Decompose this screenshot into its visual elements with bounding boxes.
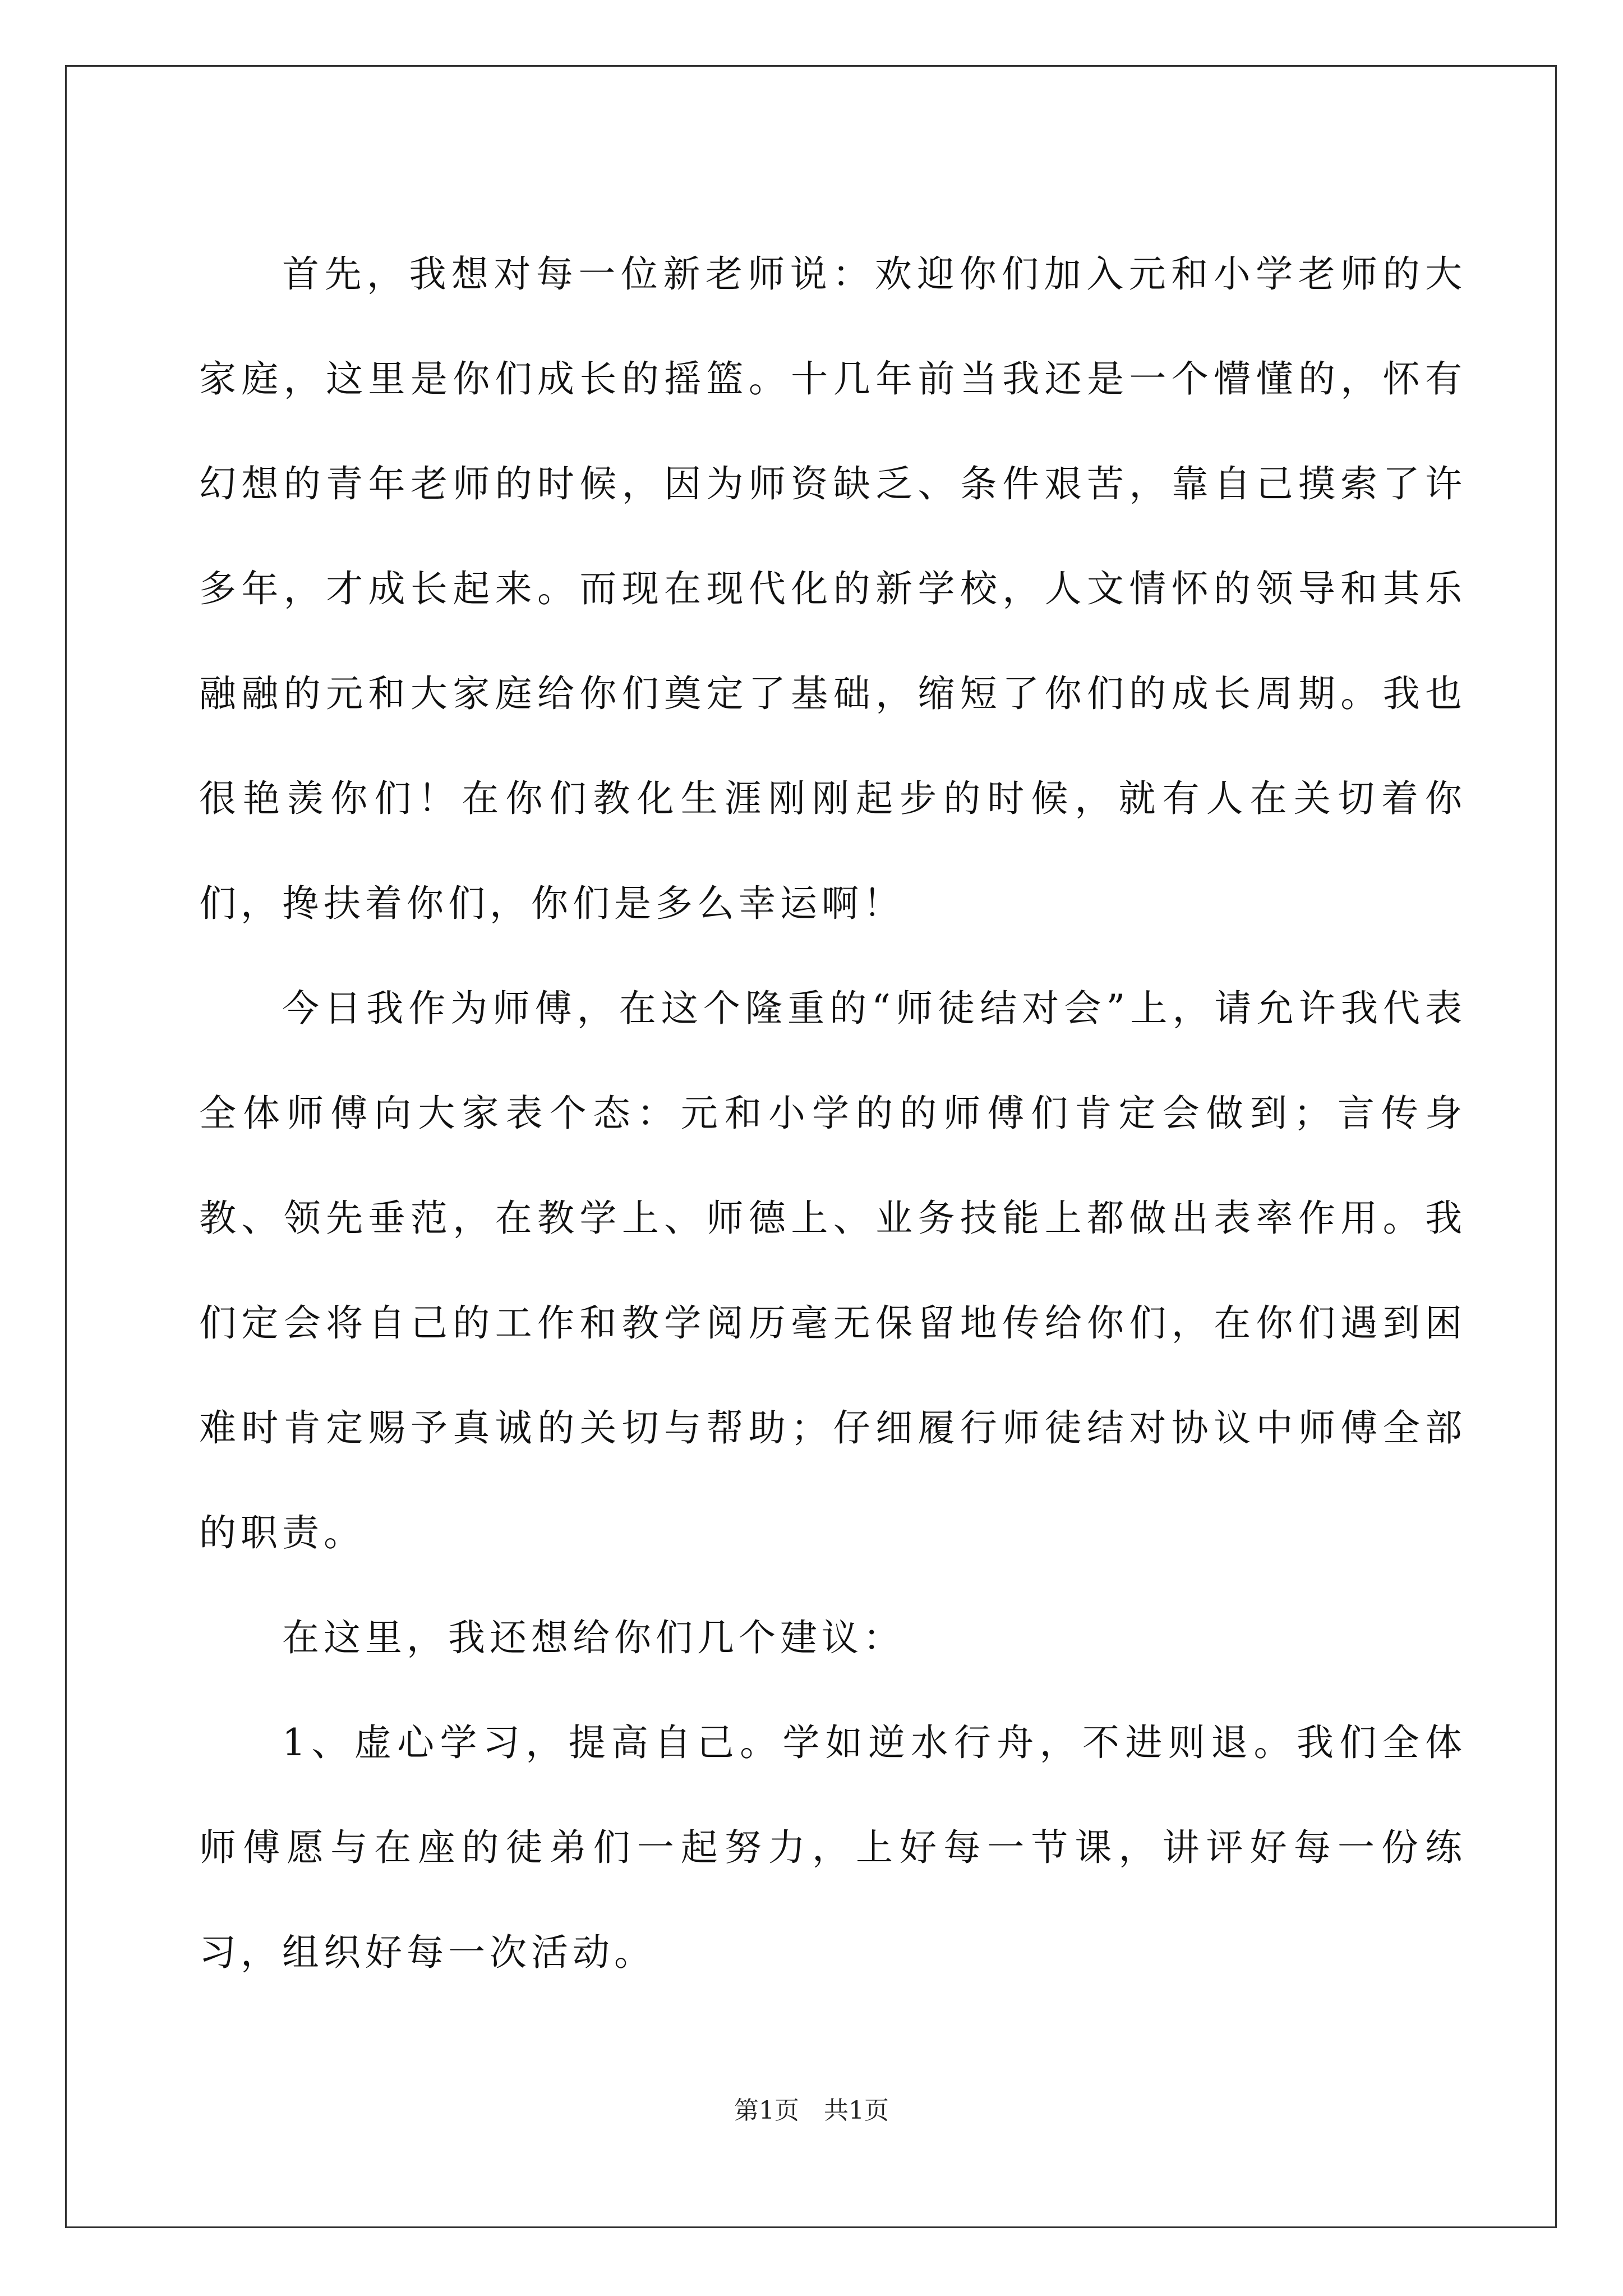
paragraph-mentor-pledge: 今日我作为师傅，在这个隆重的“师徒结对会”上，请允许我代表全体师傅向大家表个态：元和小学的的师傅们肯定会做到；言传身教、领先垂范，在教学上、师德上、业务技能上都做出表率作用。我们定会将自己的工作和教学阅历毫无保留地传给你们，在你们遇到困难时肯定赐予真诚的关切与帮助；仔细履行师徒结对协议中师傅全部的职责。 <box>199 987 1467 1554</box>
document-body <box>199 222 1467 2005</box>
page-footer: 第1页 共1页 <box>734 2096 889 2125</box>
paragraph-suggestions-intro: 在这里，我还想给你们几个建议： <box>282 1616 905 1659</box>
paragraph-suggestion-1: 1、虚心学习，提高自己。学如逆水行舟，不进则退。我们全体师傅愿与在座的徒弟们一起努力，上好每一节课，讲评好每一份练习，组织好每一次活动。 <box>199 1721 1467 1974</box>
paragraph-welcome: 首先，我想对每一位新老师说：欢迎你们加入元和小学老师的大家庭，这里是你们成长的摇篮。十几年前当我还是一个懵懂的，怀有幻想的青年老师的时候，因为师资缺乏、条件艰苦，靠自己摸索了许多年，才成长起来。而现在现代化的新学校，人文情怀的领导和其乐融融的元和大家庭给你们奠定了基础，缩短了你们的成长周期。我也很艳羡你们！在你们教化生涯刚刚起步的时候，就有人在关切着你们，搀扶着你们，你们是多么幸运啊！ <box>199 252 1467 925</box>
